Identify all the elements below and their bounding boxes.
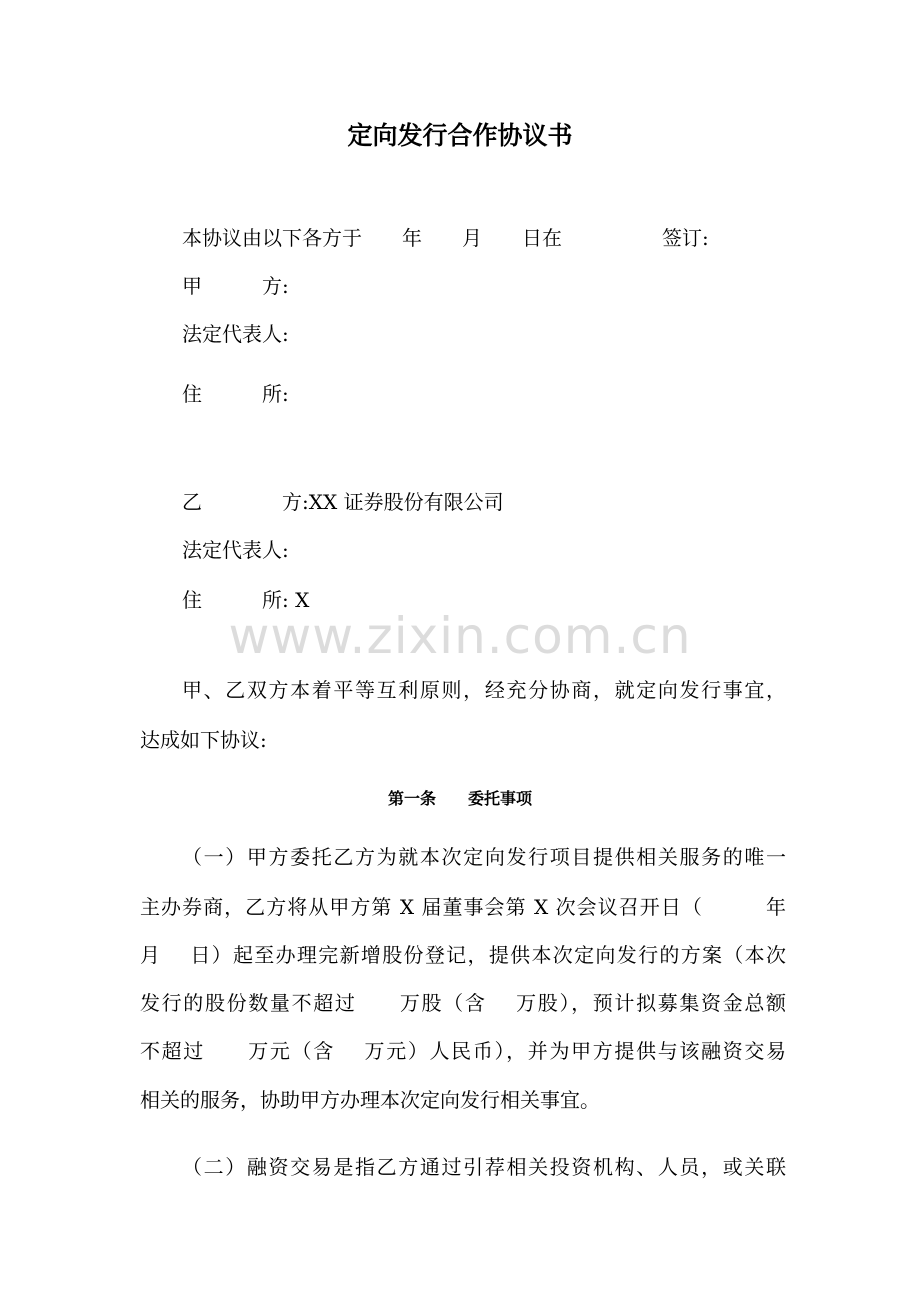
clause-1-line-1: （一）甲方委托乙方为就本次定向发行项目提供相关服务的唯一 [182, 845, 786, 869]
signing-line: 本协议由以下各方于 年 月 日在 签订: [182, 226, 709, 250]
intro-line-1: 甲、乙双方本着平等互利原则，经充分协商，就定向发行事宜， [182, 678, 786, 702]
clause-1-line-5: 不超过 万元（含 万元）人民币），并为甲方提供与该融资交易 [140, 1039, 786, 1063]
clause-1-line-6: 相关的服务，协助甲方办理本次定向发行相关事宜。 [140, 1088, 600, 1112]
party-a-label: 甲 方: [182, 274, 289, 298]
clause-2-line-1: （二）融资交易是指乙方通过引荐相关投资机构、人员，或关联 [182, 1155, 786, 1179]
clause-1-line-4: 发行的股份数量不超过 万股（含 万股），预计拟募集资金总额 [140, 991, 786, 1015]
intro-line-2: 达成如下协议: [140, 728, 267, 752]
party-b-label: 乙 方:XX 证券股份有限公司 [182, 490, 504, 514]
party-b-legal-rep: 法定代表人: [182, 538, 289, 562]
article-1-heading: 第一条 委托事项 [387, 789, 532, 808]
clause-1-line-3: 月 日）起至办理完新增股份登记，提供本次定向发行的方案（本次 [140, 943, 786, 967]
document-title: 定向发行合作协议书 [347, 121, 573, 150]
watermark-logo: www.zixin.com.cn [228, 607, 692, 665]
party-b-address: 住 所: X [182, 588, 310, 612]
party-a-address: 住 所: [182, 382, 289, 406]
party-a-legal-rep: 法定代表人: [182, 322, 289, 346]
clause-1-line-2: 主办券商，乙方将从甲方第 X 届董事会第 X 次会议召开日（ 年 [140, 895, 786, 919]
